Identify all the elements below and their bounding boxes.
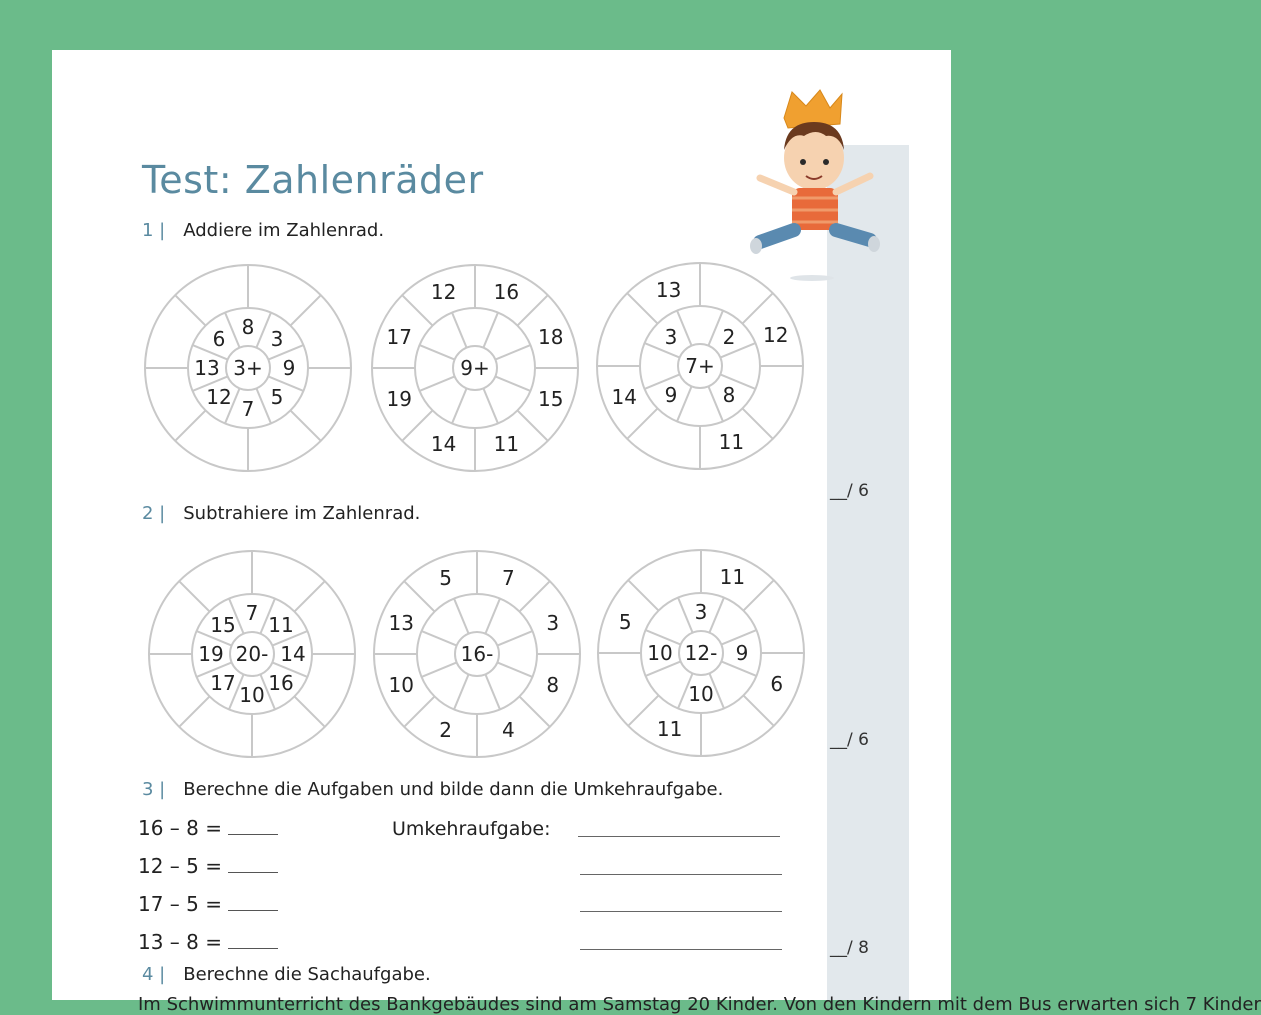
task-number: 3 |	[142, 779, 166, 800]
wheel-spoke	[225, 313, 240, 348]
score-task-3: __/ 8	[830, 938, 869, 958]
wheel-spoke	[290, 295, 320, 325]
wheel-inner-number: 9	[735, 641, 749, 665]
task-text: Berechne die Sachaufgabe.	[183, 964, 431, 985]
wheel-outer-number: 12	[763, 322, 789, 347]
wheel-spoke	[743, 695, 773, 725]
task-text: Addiere im Zahlenrad.	[183, 220, 385, 241]
wheel-outer-number: 14	[611, 385, 637, 410]
wheel-spoke	[677, 311, 692, 346]
wheel-outer-number: 16	[493, 280, 520, 305]
wheel-spoke	[175, 410, 205, 440]
wheel-spoke	[495, 376, 530, 391]
wheel-spoke	[495, 345, 530, 360]
word-problem-text: Im Schwimmunterricht des Bankgebäudes sind am Samstag 20 Kinder. Von den Kindern mit dem Bus erwarten sich 7 Kinder	[138, 994, 1261, 1015]
wheel-inner-number: 9	[664, 382, 678, 407]
wheel-outer-number: 5	[618, 609, 632, 634]
wheel-spoke	[628, 695, 658, 725]
number-wheel	[142, 544, 362, 764]
wheel-inner-number: 7	[245, 601, 259, 625]
wheel-outer-number: 15	[538, 387, 564, 412]
wheel-spoke	[454, 599, 469, 634]
wheel-spoke	[404, 696, 434, 726]
equation-row: 17 – 5 =	[138, 892, 278, 916]
wheel-outer-number: 12	[430, 280, 457, 305]
task-number: 4 |	[142, 964, 166, 985]
score-task-1: __/ 6	[830, 481, 869, 501]
wheel-outer-number: 6	[770, 672, 784, 697]
wheel-spoke	[420, 345, 455, 360]
wheel-spoke	[452, 313, 467, 348]
wheel-spoke	[677, 386, 692, 421]
wheel-inner-number: 2	[722, 325, 736, 349]
number-wheel	[590, 256, 810, 476]
wheel-inner-number: 3	[694, 600, 708, 624]
wheel-spoke	[454, 674, 469, 709]
wheel-inner-number: 10	[647, 641, 673, 665]
wheel-outer-number: 10	[388, 673, 414, 698]
wheel-inner-number: 10	[239, 683, 265, 707]
task-number: 1 |	[142, 220, 166, 241]
task-1-heading	[142, 220, 384, 241]
wheel-inner-number: 8	[722, 382, 736, 407]
wheel-outer-number: 2	[439, 717, 452, 742]
wheel-spoke	[497, 631, 532, 646]
wheel-spoke	[256, 313, 271, 348]
wheel-outer-number: 19	[386, 387, 412, 412]
number-wheel	[367, 544, 587, 764]
wheel-spoke	[422, 662, 457, 677]
wheel-inner-number: 5	[270, 384, 284, 409]
wheel-outer-number: 3	[546, 610, 560, 635]
page-title: Test: Zahlenräder	[142, 158, 484, 202]
wheel-spoke	[742, 408, 772, 438]
wheel-spoke	[294, 581, 324, 611]
wheel-outer-number: 13	[655, 278, 682, 303]
wheel-center-label: 7+	[685, 354, 715, 378]
wheel-inner-number: 19	[198, 642, 224, 666]
wheel-inner-number: 15	[210, 613, 236, 637]
wheel-spoke	[517, 410, 547, 440]
answer-blank[interactable]	[228, 892, 278, 911]
wheel-spoke	[708, 386, 723, 421]
wheel-spoke	[483, 313, 498, 348]
wheel-inner-number: 7	[241, 397, 255, 421]
wheel-inner-number: 14	[280, 642, 306, 666]
umkehr-answer-line[interactable]	[578, 836, 780, 837]
task-2-heading	[142, 503, 420, 524]
wheel-spoke	[175, 295, 205, 325]
task-text: Berechne die Aufgaben und bilde dann die Umkehraufgabe.	[183, 779, 724, 800]
wheel-center-label: 3+	[233, 356, 263, 380]
wheel-outer-number: 11	[656, 716, 683, 741]
wheel-outer-number: 7	[502, 566, 515, 591]
umkehr-label: Umkehraufgabe:	[392, 818, 551, 840]
wheel-outer-number: 5	[439, 566, 452, 591]
wheel-inner-number: 17	[210, 670, 236, 695]
wheel-center-label: 9+	[460, 356, 490, 380]
umkehr-answer-line[interactable]	[580, 911, 782, 912]
umkehr-answer-line[interactable]	[580, 949, 782, 950]
wheel-inner-number: 13	[194, 356, 220, 380]
umkehr-answer-line[interactable]	[580, 874, 782, 875]
wheel-inner-number: 10	[688, 682, 714, 706]
wheel-spoke	[627, 408, 657, 438]
wheel-outer-number: 11	[719, 565, 746, 590]
task-text: Subtrahiere im Zahlenrad.	[183, 503, 421, 524]
wheel-outer-number: 4	[502, 717, 515, 742]
number-wheel	[591, 543, 811, 763]
equation-row: 12 – 5 =	[138, 854, 278, 878]
wheel-spoke	[483, 388, 498, 423]
answer-blank[interactable]	[228, 854, 278, 873]
wheel-spoke	[627, 293, 657, 323]
wheel-outer-number: 13	[388, 610, 414, 635]
wheel-outer-number: 14	[430, 431, 457, 456]
task-number: 2 |	[142, 503, 166, 524]
wheel-spoke	[708, 311, 723, 346]
wheel-spoke	[517, 295, 547, 325]
wheel-spoke	[485, 674, 500, 709]
wheel-outer-number: 17	[386, 324, 412, 349]
wheel-outer-number: 11	[493, 431, 520, 456]
wheel-inner-number: 16	[268, 670, 294, 695]
wheel-inner-number: 11	[268, 613, 294, 637]
wheel-inner-number: 3	[270, 327, 284, 351]
wheel-inner-number: 3	[664, 325, 678, 349]
wheel-spoke	[519, 696, 549, 726]
wheel-spoke	[402, 295, 432, 325]
wheel-spoke	[179, 581, 209, 611]
number-wheel	[138, 258, 358, 478]
wheel-center-label: 16-	[460, 642, 494, 666]
task-3-heading	[142, 779, 723, 800]
answer-blank[interactable]	[228, 930, 278, 949]
wheel-spoke	[452, 388, 467, 423]
equation-row: 13 – 8 =	[138, 930, 278, 954]
wheel-spoke	[628, 580, 658, 610]
wheel-spoke	[519, 581, 549, 611]
wheel-spoke	[709, 598, 724, 633]
wheel-spoke	[294, 696, 324, 726]
wheel-spoke	[179, 696, 209, 726]
answer-blank[interactable]	[228, 816, 278, 835]
wheel-spoke	[743, 580, 773, 610]
wheel-spoke	[256, 388, 271, 423]
wheel-spoke	[422, 631, 457, 646]
wheel-outer-number: 11	[718, 429, 745, 454]
wheel-center-label: 12-	[684, 641, 718, 665]
number-wheel	[365, 258, 585, 478]
wheel-spoke	[678, 598, 693, 633]
wheel-inner-number: 9	[282, 356, 296, 380]
equation-row: 16 – 8 =	[138, 816, 278, 840]
wheel-inner-number: 12	[206, 384, 232, 409]
wheel-inner-number: 8	[241, 315, 255, 339]
wheel-spoke	[742, 293, 772, 323]
wheel-outer-number: 8	[546, 673, 560, 698]
wheel-spoke	[485, 599, 500, 634]
wheel-spoke	[402, 410, 432, 440]
task-4-heading	[142, 964, 431, 985]
score-task-2: __/ 6	[830, 730, 869, 750]
wheel-spoke	[497, 662, 532, 677]
wheel-inner-number: 6	[212, 327, 226, 351]
worksheet-page	[52, 50, 1261, 1015]
wheel-center-label: 20-	[235, 642, 269, 666]
wheel-spoke	[420, 376, 455, 391]
wheel-outer-number: 18	[538, 324, 564, 349]
wheel-spoke	[290, 410, 320, 440]
wheel-spoke	[404, 581, 434, 611]
